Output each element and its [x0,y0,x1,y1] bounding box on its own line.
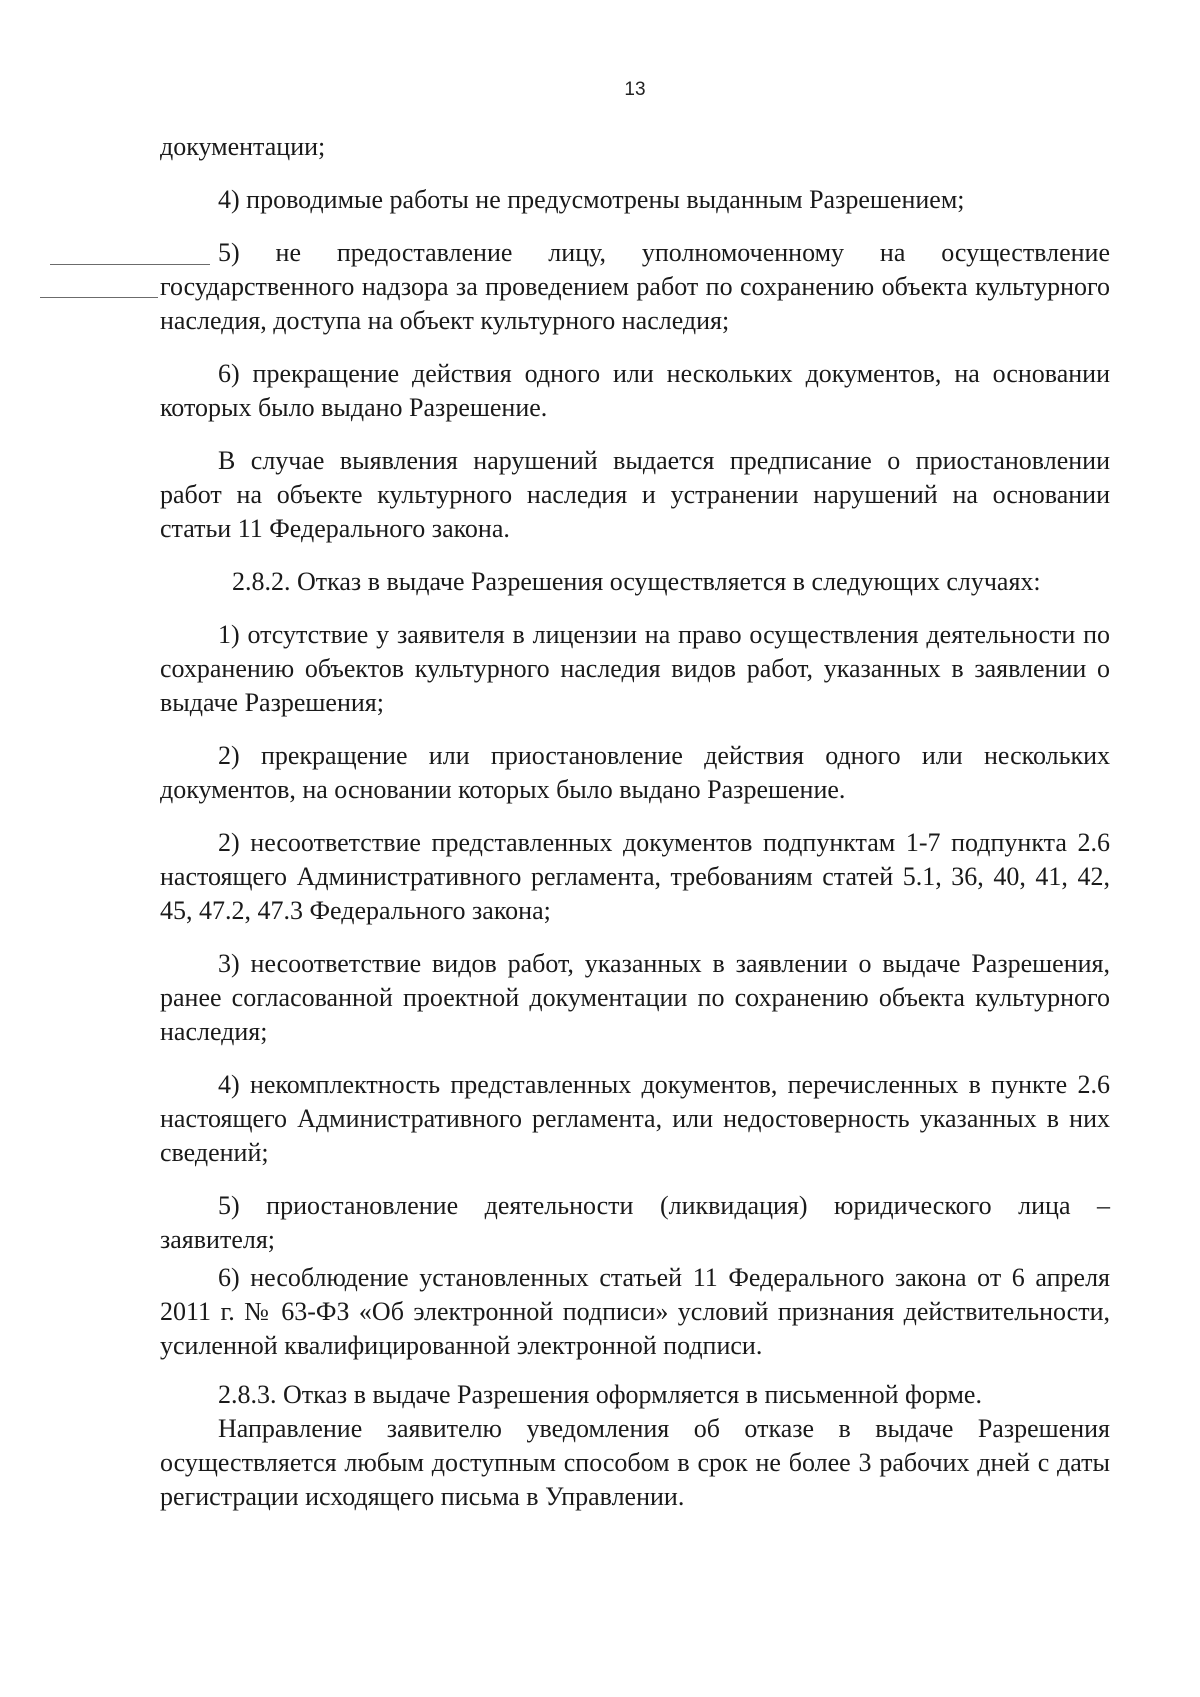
paragraph: 5) не предоставление лицу, уполномоченному на осуществление государственного надзора за проведением работ по сохранению объекта культурного наследия, доступа на объект культурного наследия; [160,238,1110,335]
paragraph: 4) проводимые работы не предусмотрены выданным Разрешением; [218,185,965,214]
scan-artifact-line [40,297,158,298]
paragraph: 6) прекращение действия одного или нескольких документов, на основании которых было выдано Разрешение. [160,359,1110,422]
paragraph: 2) несоответствие представленных документов подпунктам 1-7 подпункта 2.6 настоящего Административного регламента, требованиям статей 5.1, 36, 40, 41, 42, 45, 47.2, 47.3 Федерального закона; [160,828,1110,925]
paragraph: 3) несоответствие видов работ, указанных в заявлении о выдаче Разрешения, ранее согласованной проектной документации по сохранению объекта культурного наследия; [160,949,1110,1046]
paragraph: 2.8.3. Отказ в выдаче Разрешения оформляется в письменной форме. [218,1380,982,1409]
paragraph: 2.8.2. Отказ в выдаче Разрешения осуществляется в следующих случаях: [232,567,1041,596]
paragraph: Направление заявителю уведомления об отказе в выдаче Разрешения осуществляется любым доступным способом в срок не более 3 рабочих дней с даты регистрации исходящего письма в Управлении. [160,1414,1110,1511]
page-number: 13 [624,79,646,100]
paragraph: 6) несоблюдение установленных статьей 11 Федерального закона от 6 апреля 2011 г. № 63-ФЗ «Об электронной подписи» условий признания действительности, усиленной квалифицированной электронной подписи. [160,1263,1110,1360]
paragraph: 1) отсутствие у заявителя в лицензии на право осуществления деятельности по сохранению объектов культурного наследия видов работ, указанных в заявлении о выдаче Разрешения; [160,620,1110,717]
paragraph: В случае выявления нарушений выдается предписание о приостановлении работ на объекте культурного наследия и устранении нарушений на основании статьи 11 Федерального закона. [160,446,1110,543]
paragraph: 4) некомплектность представленных документов, перечисленных в пункте 2.6 настоящего Административного регламента, или недостоверность указанных в них сведений; [160,1070,1110,1167]
document-body [160,130,1110,1514]
paragraph: 5) приостановление деятельности (ликвидация) юридического лица – заявителя; [160,1191,1110,1254]
paragraph: 2) прекращение или приостановление действия одного или нескольких документов, на основании которых было выдано Разрешение. [160,741,1110,804]
paragraph: документации; [160,132,326,161]
